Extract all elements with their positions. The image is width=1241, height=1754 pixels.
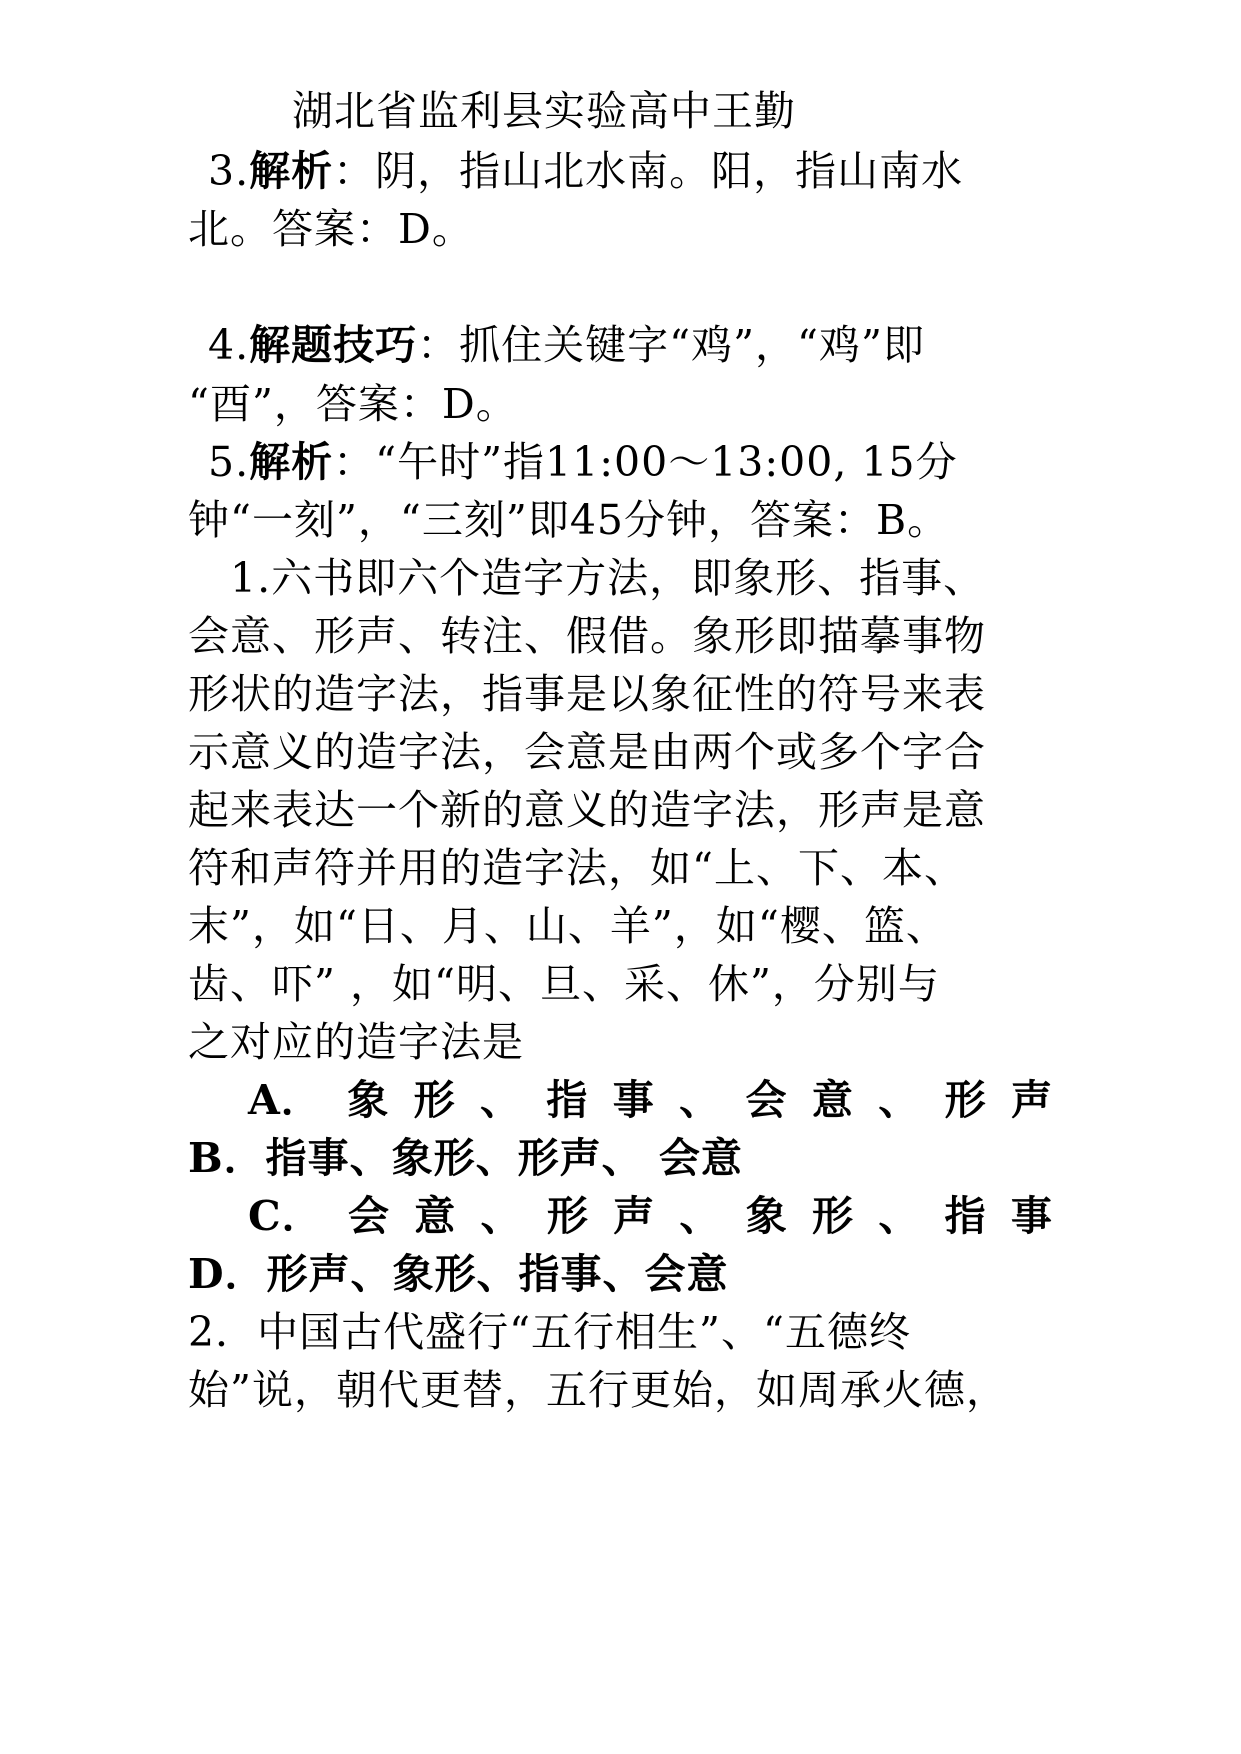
option-c-token: 指	[944, 1192, 987, 1240]
option-a-token: 形	[413, 1076, 456, 1124]
question-1-line: 符和声符并用的造字法，如“上、下、本、	[188, 844, 966, 892]
question-2-line: 2．中国古代盛行“五行相生”、“五德终	[188, 1308, 911, 1356]
option-c-token: C．	[248, 1192, 324, 1240]
answer-4-text: 抓住关键字“鸡”，“鸡”即	[459, 321, 925, 369]
question-1-line: 示意义的造字法，会意是由两个或多个字合	[188, 728, 986, 776]
option-c-token: 形	[812, 1192, 855, 1240]
option-a-token: 、	[479, 1076, 522, 1124]
answer-3-colon: ：	[333, 147, 376, 195]
option-c-token: 、	[679, 1192, 722, 1240]
answer-3-text: 阴，指山北水南。阳，指山南水	[375, 147, 964, 195]
option-c-token: 意	[414, 1192, 457, 1240]
answer-4-label: 解题技巧	[249, 321, 418, 369]
answer-3-number: 3.	[208, 147, 250, 195]
option-c-token: 象	[745, 1192, 788, 1240]
answer-3-line-2: 北。答案：D。	[188, 205, 474, 253]
answer-4-line-2: “酉”，答案：D。	[188, 380, 518, 428]
option-a-token: A．	[248, 1076, 323, 1124]
option-a-token: 会	[745, 1076, 788, 1124]
option-a-token: 声	[1010, 1076, 1053, 1124]
question-1-line: 末”，如“日、月、山、羊”，如“樱、篮、	[188, 902, 948, 950]
option-d: D．形声、象形、指事、会意	[188, 1250, 729, 1298]
option-a-token: 、	[679, 1076, 722, 1124]
option-c-token: 事	[1010, 1192, 1053, 1240]
answer-4-colon: ：	[417, 321, 460, 369]
option-a-token: 形	[944, 1076, 987, 1124]
answer-5-label: 解析	[249, 438, 334, 486]
option-c	[248, 1191, 1053, 1241]
answer-3-line-1	[208, 146, 963, 196]
author-line: 湖北省监利县实验高中王勤	[292, 87, 796, 135]
option-a	[248, 1075, 1053, 1125]
option-b: B．指事、象形、形声、 会意	[188, 1134, 743, 1182]
question-1-line: 起来表达一个新的意义的造字法，形声是意	[188, 786, 986, 834]
question-1-line: 齿、吓” ，如“明、旦、采、休”，分别与	[188, 960, 940, 1008]
answer-5-line-2: 钟“一刻”，“三刻”即45分钟，答案：B。	[188, 496, 950, 544]
option-c-token: 形	[546, 1192, 589, 1240]
answer-5-line-1	[208, 437, 958, 487]
answer-4-number: 4.	[208, 321, 250, 369]
option-a-token: 、	[878, 1076, 921, 1124]
answer-5-text: “午时”指11:00～13:00, 15分	[375, 438, 958, 486]
question-2-line: 始”说，朝代更替，五行更始，如周承火德，	[188, 1366, 1008, 1414]
question-1-line: 之对应的造字法是	[188, 1018, 524, 1066]
option-a-token: 指	[546, 1076, 589, 1124]
option-a-token: 事	[612, 1076, 655, 1124]
question-1-line: 会意、形声、转注、假借。象形即描摹事物	[188, 612, 986, 660]
answer-5-colon: ：	[333, 438, 376, 486]
question-1-line: 1.六书即六个造字方法，即象形、指事、	[230, 554, 986, 602]
option-a-token: 象	[347, 1076, 390, 1124]
option-c-token: 、	[480, 1192, 523, 1240]
option-c-token: 、	[878, 1192, 921, 1240]
option-a-token: 意	[811, 1076, 854, 1124]
answer-3-label: 解析	[249, 147, 334, 195]
question-1-line: 形状的造字法，指事是以象征性的符号来表	[188, 670, 986, 718]
answer-4-line-1	[208, 320, 925, 370]
option-c-token: 会	[347, 1192, 390, 1240]
answer-5-number: 5.	[208, 438, 250, 486]
option-c-token: 声	[613, 1192, 656, 1240]
